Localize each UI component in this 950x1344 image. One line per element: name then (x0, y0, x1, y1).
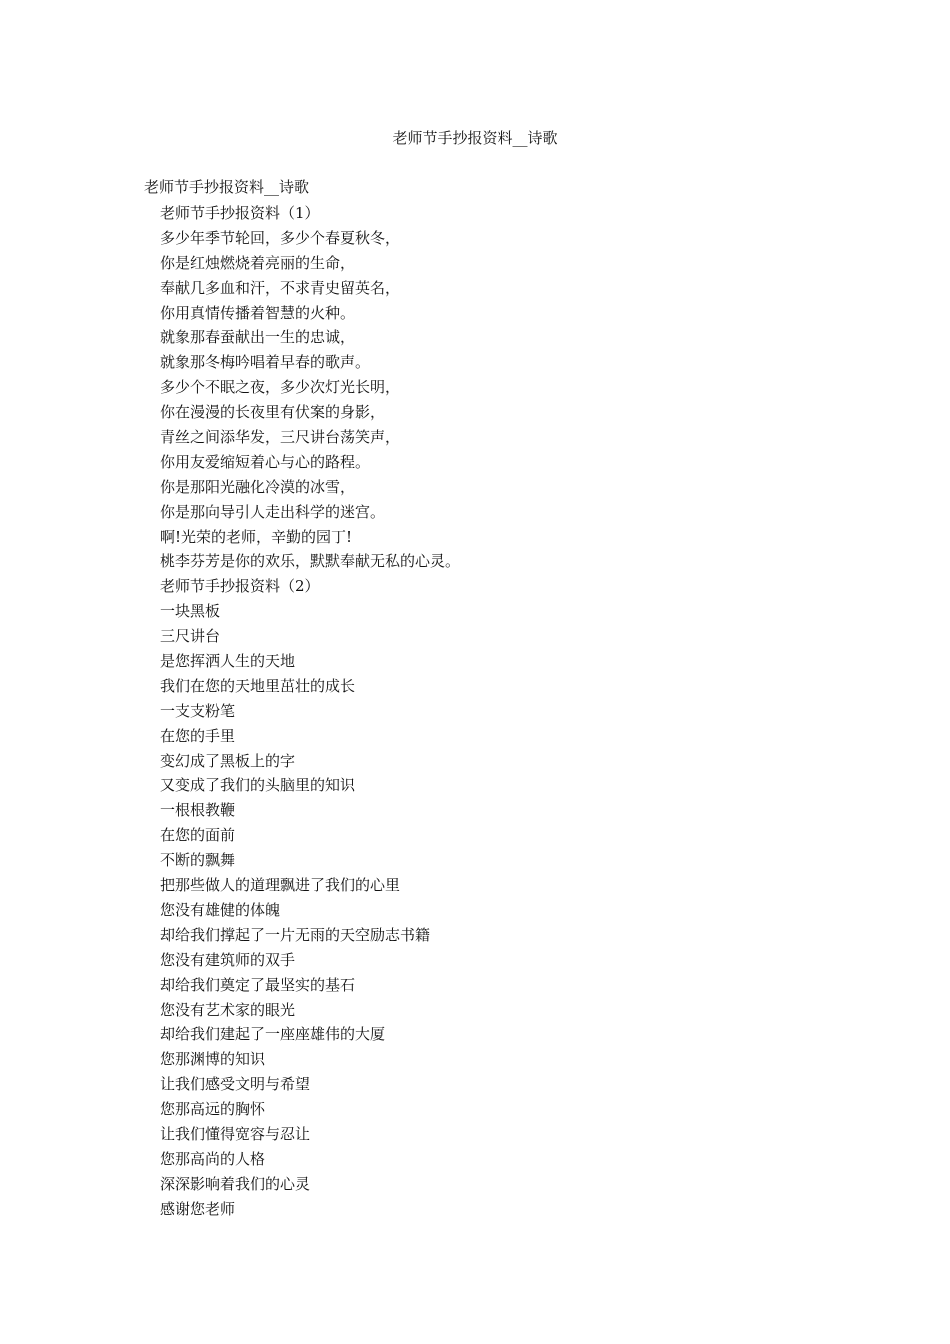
poem-line: 是您挥洒人生的天地 (160, 652, 296, 671)
poem-line: 一块黑板 (160, 602, 221, 621)
poem-line: 你在漫漫的长夜里有伏案的身影， (160, 403, 386, 422)
poem-line: 一支支粉笔 (160, 701, 236, 720)
poem-line: 老师节手抄报资料（1） (160, 204, 320, 222)
poem-line: 却给我们奠定了最坚实的基石 (160, 975, 356, 994)
poem-line: 青丝之间添华发，三尺讲台荡笑声， (160, 428, 401, 447)
poem-line: 啊!光荣的老师，辛勤的园丁! (160, 527, 353, 546)
poem-line: 变幻成了黑板上的字 (160, 751, 296, 770)
poem-line: 桃李芬芳是你的欢乐，默默奉献无私的心灵。 (160, 552, 461, 571)
poem-line: 多少个不眠之夜，多少次灯光长明， (160, 378, 401, 397)
poem-line: 就象那冬梅吟唱着早春的歌声。 (160, 353, 371, 372)
poem-line: 您那渊博的知识 (160, 1050, 266, 1069)
poem-line: 把那些做人的道理飘进了我们的心里 (160, 876, 401, 895)
poem-line: 老师节手抄报资料（2） (160, 577, 320, 596)
poem-line: 您没有雄健的体魄 (160, 900, 281, 919)
poem-line: 感谢您老师 (160, 1199, 236, 1218)
poem-line: 一根根教鞭 (160, 801, 236, 820)
poem-line: 又变成了我们的头脑里的知识 (160, 776, 356, 795)
poem-line: 却给我们撑起了一片无雨的天空励志书籍 (160, 925, 431, 944)
poem-line: 你用友爱缩短着心与心的路程。 (160, 452, 371, 471)
poem-line: 你是那向导引人走出科学的迷宫。 (160, 502, 386, 521)
poem-line: 你是那阳光融化冷漠的冰雪， (160, 477, 356, 496)
poem-line: 就象那春蚕献出一生的忠诚， (160, 328, 356, 347)
poem-line: 多少年季节轮回，多少个春夏秋冬， (160, 228, 401, 247)
document-heading: 老师节手抄报资料__诗歌 (144, 178, 310, 196)
poem-line: 让我们感受文明与希望 (160, 1075, 311, 1094)
poem-line: 奉献几多血和汗，不求青史留英名， (160, 278, 401, 297)
poem-line: 你是红烛燃烧着亮丽的生命， (160, 253, 356, 272)
poem-line: 你用真情传播着智慧的火种。 (160, 303, 356, 322)
poem-line: 在您的手里 (160, 726, 236, 745)
poem-line: 深深影响着我们的心灵 (160, 1174, 311, 1193)
poem-line: 三尺讲台 (160, 627, 221, 646)
poem-line: 您没有艺术家的眼光 (160, 1000, 296, 1019)
poem-line: 不断的飘舞 (160, 851, 236, 870)
poem-lines (160, 201, 460, 1222)
poem-line: 却给我们建起了一座座雄伟的大厦 (160, 1025, 386, 1044)
poem-line: 让我们懂得宽容与忍让 (160, 1124, 311, 1143)
poem-line: 我们在您的天地里茁壮的成长 (160, 676, 356, 695)
page-title: 老师节手抄报资料__诗歌 (392, 129, 558, 147)
poem-line: 您那高尚的人格 (160, 1149, 266, 1168)
poem-line: 您那高远的胸怀 (160, 1100, 266, 1119)
poem-line: 您没有建筑师的双手 (160, 950, 296, 969)
poem-line: 在您的面前 (160, 826, 236, 845)
